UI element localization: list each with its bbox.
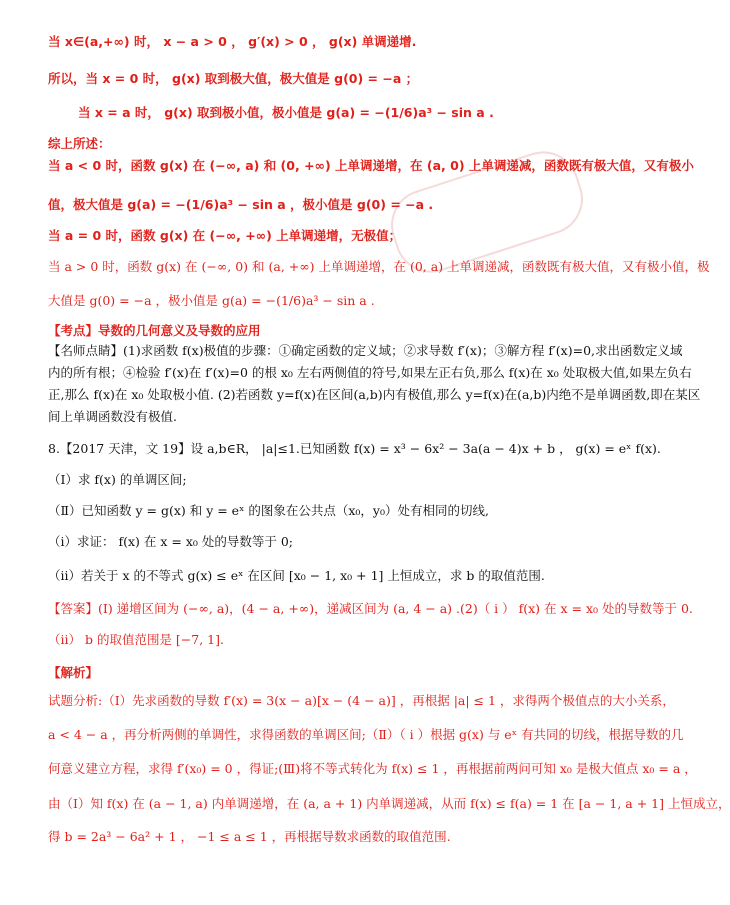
text-line: 内的所有根；④检验 f′(x)在 f′(x)=0 的根 x₀ 左右两侧值的符号,如果左正右负,那么 f(x)在 x₀ 处取极大值,如果左负右: [48, 365, 692, 380]
text-line: 值，极大值是 g(a) = −(1/6)a³ − sin a ，极小值是 g(0) = −a .: [48, 197, 434, 212]
problem-part: （Ⅰ）求 f(x) 的单调区间;: [48, 472, 187, 487]
problem-part: （i）求证： f(x) 在 x = x₀ 处的导数等于 0;: [48, 534, 293, 549]
text-line: 当 a < 0 时，函数 g(x) 在 (−∞, a) 和 (0, +∞) 上单调递增，在 (a, 0) 上单调递减，函数既有极大值，又有极小: [48, 158, 694, 173]
analysis-line: 得 b = 2a³ − 6a² + 1 ， −1 ≤ a ≤ 1 ，再根据导数求函数的取值范围.: [48, 829, 451, 844]
analysis-line: a < 4 − a ，再分析两侧的单调性，求得函数的单调区间;（Ⅱ）（ i ）根据 g(x) 与 eˣ 有共同的切线，根据导数的几: [48, 727, 684, 742]
watermark-faint: [150, 178, 379, 259]
section-heading: 【解析】: [48, 665, 99, 680]
problem-part: （Ⅱ）已知函数 y = g(x) 和 y = eˣ 的图象在公共点（x₀，y₀）处有相同的切线,: [48, 503, 489, 518]
problem-statement: 8.【2017 天津，文 19】设 a,b∈R， |a|≤1.已知函数 f(x) = x³ − 6x² − 3a(a − 4)x + b ， g(x) = eˣ f(x).: [48, 441, 661, 456]
text-line: 当 x∈(a,+∞) 时， x − a > 0 ， g′(x) > 0 ， g(x) 单调递增.: [48, 34, 417, 49]
text-line: 当 x = a 时， g(x) 取到极小值，极小值是 g(a) = −(1/6)a³ − sin a .: [78, 105, 494, 120]
text-line: 正,那么 f(x)在 x₀ 处取极小值. (2)若函数 y=f(x)在区间(a,b)内有极值,那么 y=f(x)在(a,b)内绝不是单调函数,即在某区: [48, 387, 701, 402]
analysis-line: 试题分析:（Ⅰ）先求函数的导数 f′(x) = 3(x − a)[x − (4 − a)] ，再根据 |a| ≤ 1 ，求得两个极值点的大小关系，: [48, 693, 675, 708]
section-heading: 【考点】导数的几何意义及导数的应用: [48, 323, 261, 338]
answer-line: （ii） b 的取值范围是 [−7, 1].: [48, 632, 224, 647]
problem-part: （ii）若关于 x 的不等式 g(x) ≤ eˣ 在区间 [x₀ − 1, x₀ + 1] 上恒成立，求 b 的取值范围.: [48, 568, 545, 583]
text-line: 综上所述：: [48, 136, 111, 151]
text-line: 大值是 g(0) = −a ，极小值是 g(a) = −(1/6)a³ − sin a .: [48, 293, 375, 308]
answer-line: 【答案】(Ⅰ) 递增区间为 (−∞, a)，(4 − a, +∞)，递减区间为 (a, 4 − a) .(2)（ i ） f(x) 在 x = x₀ 处的导数等于 0.: [48, 601, 693, 616]
text-line: 所以，当 x = 0 时， g(x) 取到极大值，极大值是 g(0) = −a ；: [48, 71, 419, 86]
analysis-line: 由（I）知 f(x) 在 (a − 1, a) 内单调递增，在 (a, a + 1) 内单调递减，从而 f(x) ≤ f(a) = 1 在 [a − 1, a + 1] 上恒成立，: [48, 796, 730, 811]
analysis-line: 何意义建立方程，求得 f′(x₀) = 0 ，得证;(Ⅲ)将不等式转化为 f(x) ≤ 1 ，再根据前两问可知 x₀ 是极大值点 x₀ = a ，: [48, 761, 697, 776]
text-line: 【名师点睛】(1)求函数 f(x)极值的步骤：①确定函数的定义域；②求导数 f′(x)；③解方程 f′(x)=0,求出函数定义域: [48, 343, 683, 358]
text-line: 当 a > 0 时，函数 g(x) 在 (−∞, 0) 和 (a, +∞) 上单调递增，在 (0, a) 上单调递减，函数既有极大值，又有极小值，极: [48, 259, 710, 274]
text-line: 间上单调函数没有极值.: [48, 409, 177, 424]
text-line: 当 a = 0 时，函数 g(x) 在 (−∞, +∞) 上单调递增，无极值；: [48, 228, 402, 243]
